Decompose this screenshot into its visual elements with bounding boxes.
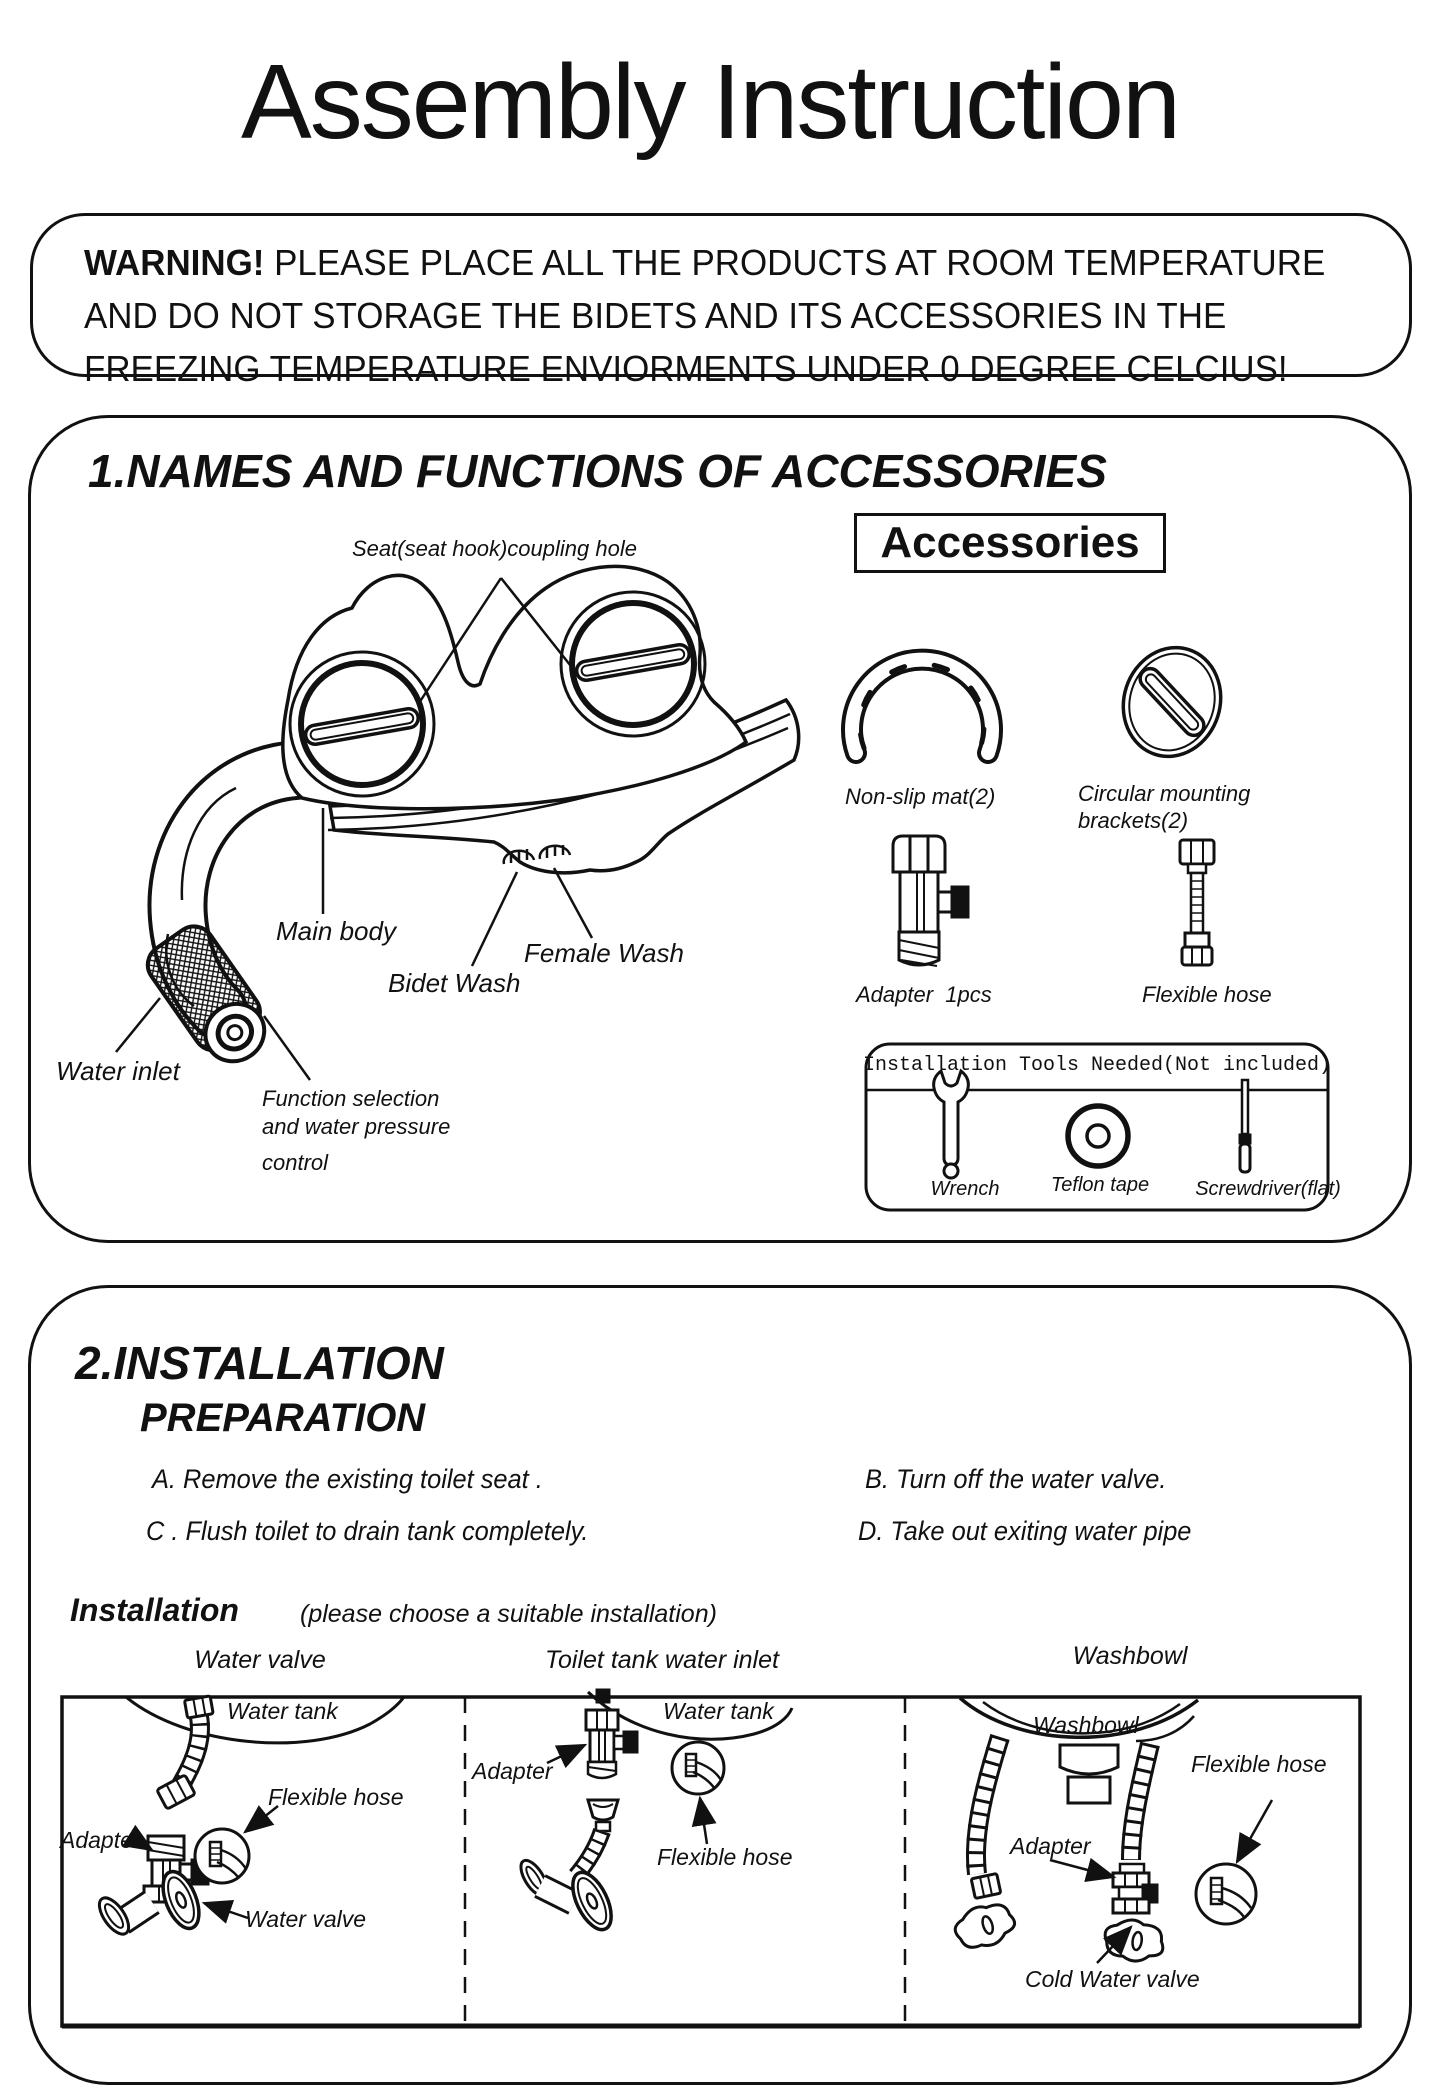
installation-note: (please choose a suitable installation): [300, 1600, 717, 1628]
section1-heading: 1.NAMES AND FUNCTIONS OF ACCESSORIES: [88, 445, 1107, 497]
panel3-label-washbowl: Washbowl: [1033, 1712, 1139, 1738]
option3-title: Washbowl: [1072, 1642, 1188, 1670]
accessories-title-box: [854, 513, 1166, 573]
panel1-label-water-tank: Water tank: [227, 1698, 338, 1724]
label-wrench: Wrench: [930, 1178, 1000, 1200]
step-a: A. Remove the existing toilet seat .: [152, 1464, 543, 1494]
installation-heading: Installation: [70, 1592, 239, 1628]
step-b: B. Turn off the water valve.: [865, 1464, 1167, 1494]
warning-label: WARNING!: [84, 242, 265, 283]
preparation-heading: PREPARATION: [140, 1396, 426, 1440]
label-flexible-hose-accessory: Flexible hose: [1142, 982, 1272, 1007]
label-screwdriver: Screwdriver(flat): [1195, 1178, 1341, 1200]
panel1-label-water-valve: Water valve: [245, 1906, 367, 1932]
option1-title: Water valve: [194, 1646, 326, 1674]
step-d: D. Take out exiting water pipe: [858, 1516, 1192, 1546]
tools-box-title: Installation Tools Needed(Not included): [862, 1054, 1332, 1077]
label-bidet-wash: Bidet Wash: [388, 968, 521, 998]
panel3-label-adapter: Adapter: [1010, 1833, 1091, 1859]
label-teflon-tape: Teflon tape: [1050, 1174, 1150, 1196]
panel2-label-adapter: Adapter: [472, 1758, 553, 1784]
label-function-control-3: control: [262, 1150, 329, 1175]
panel2-label-flexible-hose: Flexible hose: [657, 1844, 793, 1870]
accessories-title: Accessories: [880, 518, 1140, 567]
label-water-inlet: Water inlet: [56, 1056, 180, 1086]
label-adapter-1pcs: Adapter 1pcs: [856, 982, 992, 1007]
warning-line-1: WARNING! PLEASE PLACE ALL THE PRODUCTS AT ROOM TEMPERATURE: [84, 242, 1326, 283]
section2-heading: 2.INSTALLATION: [75, 1337, 444, 1389]
warning-line-2: AND DO NOT STORAGE THE BIDETS AND ITS ACCESSORIES IN THE: [84, 295, 1227, 336]
label-female-wash: Female Wash: [524, 938, 684, 968]
warning-line-3: FREEZING TEMPERATURE ENVIORMENTS UNDER 0 DEGREE CELCIUS!: [84, 348, 1288, 389]
label-seat-coupling-hole: Seat(seat hook)coupling hole: [352, 536, 637, 561]
panel1-label-adapter: Adapter: [60, 1827, 141, 1853]
page-title: Assembly Instruction: [241, 43, 1179, 161]
label-non-slip-mat: Non-slip mat(2): [845, 784, 996, 809]
panel3-label-flexible-hose: Flexible hose: [1191, 1751, 1327, 1777]
panel3-label-cold-water-valve: Cold Water valve: [1025, 1966, 1200, 1992]
option2-title: Toilet tank water inlet: [545, 1646, 779, 1674]
panel1-label-flexible-hose: Flexible hose: [268, 1784, 404, 1810]
label-function-control-2: and water pressure: [262, 1114, 451, 1139]
warning-text: [84, 236, 1374, 395]
label-mounting-brackets: Circular mounting brackets(2): [1078, 781, 1251, 833]
step-c: C . Flush toilet to drain tank completely.: [146, 1516, 589, 1546]
panel2-label-water-tank: Water tank: [663, 1698, 774, 1724]
label-function-control-1: Function selection: [262, 1086, 440, 1111]
label-main-body: Main body: [276, 916, 396, 946]
